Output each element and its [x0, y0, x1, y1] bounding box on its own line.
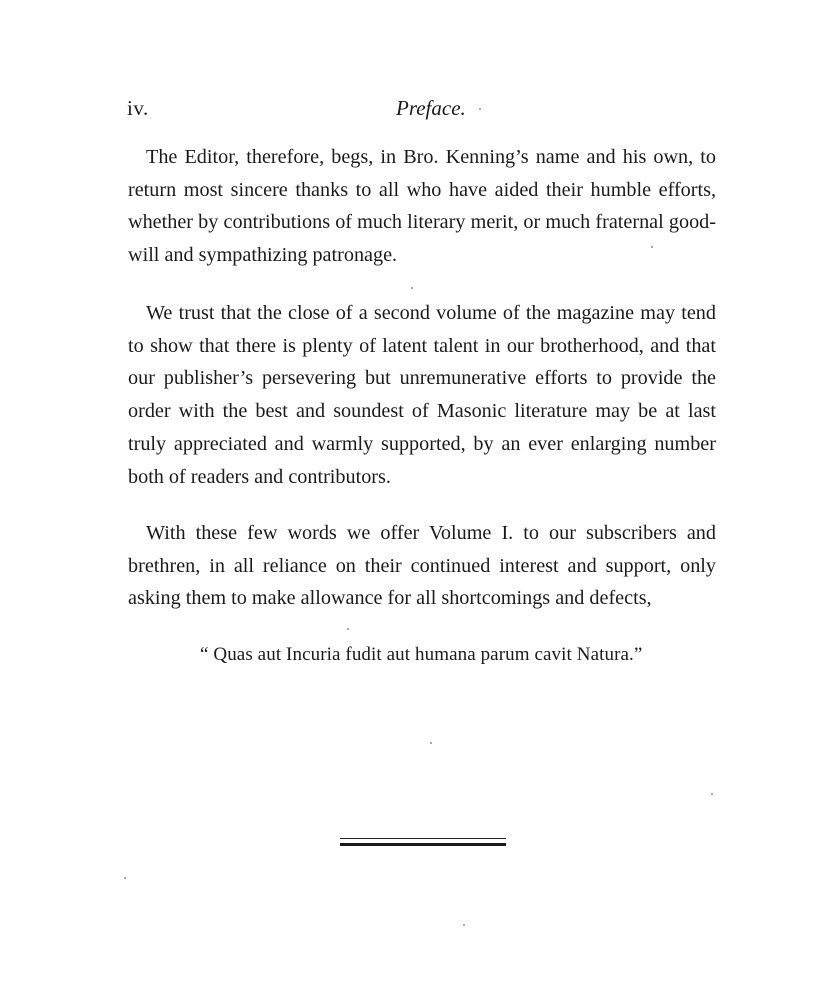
paper-speck [430, 742, 432, 744]
paper-speck [479, 108, 481, 110]
end-rule-thick [340, 843, 506, 846]
paper-speck [411, 287, 413, 289]
end-rule-thin [340, 838, 506, 839]
page-number: iv. [127, 96, 149, 120]
paragraph-second-volume: We trust that the close of a second volume of the magazine may tend to show that there is plenty of latent talent in our brotherhood, and that our publisher’s persevering but unremunerative efforts to provide the order with the best and soundest of Masonic literature may be at last truly appreciated and warmly supported, by an ever enlarging number both of readers and contributors. [128, 302, 716, 488]
paper-speck [651, 246, 653, 248]
paper-speck [711, 793, 713, 795]
paragraph-volume-offer: With these few words we offer Volume I. to our subscribers and brethren, in all reliance on their continued interest and support, only asking them to make allowance for all shortcomings and defects, [128, 522, 716, 610]
running-title: Preface. [396, 96, 466, 120]
paragraph-thanks: The Editor, therefore, begs, in Bro. Kenning’s name and his own, to return most sincere thanks to all who have aided their humble efforts, whether by contributions of much literary merit, or much fraternal good-will and sympathizing patronage. [128, 146, 716, 267]
paper-speck [347, 628, 349, 630]
latin-quotation: “ Quas aut Incuria fudit aut humana parum cavit Natura.” [200, 644, 643, 665]
paper-speck [463, 924, 465, 926]
paper-speck [124, 877, 126, 879]
